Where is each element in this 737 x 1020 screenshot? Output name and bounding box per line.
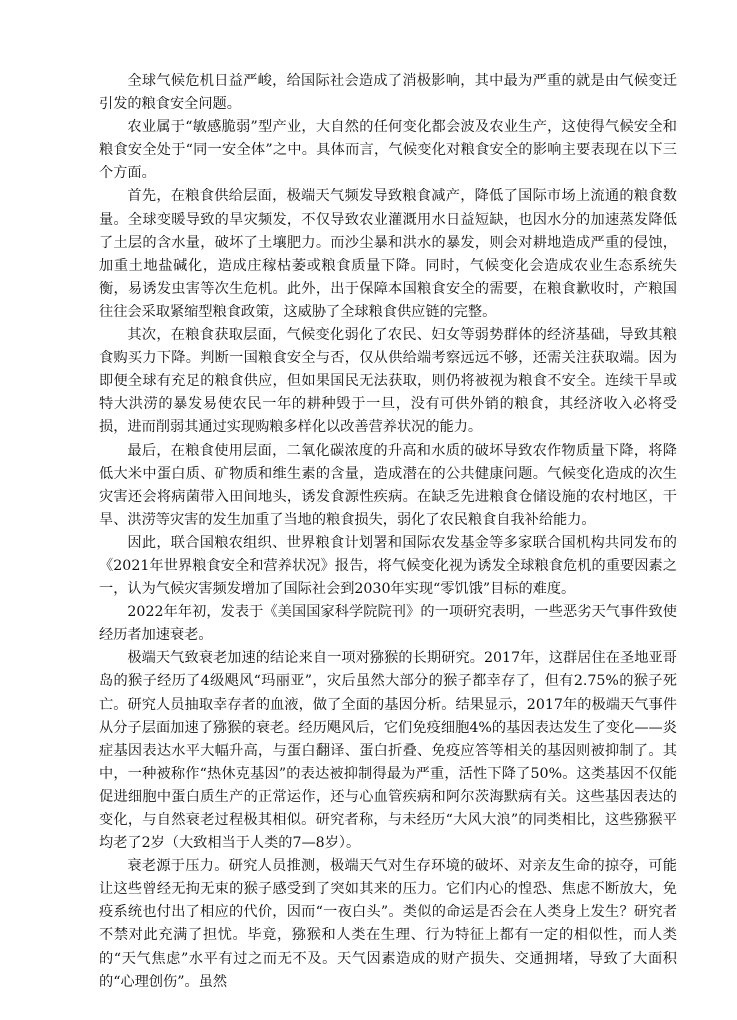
paragraph-4: 其次，在粮食获取层面，气候变化弱化了农民、妇女等弱势群体的经济基础，导致其粮食购买力下降。判断一国粮食安全与否，仅从供给端考察远远不够，还需关注获取端。因为即便全球有充足的粮食供应，但如果国民无法获取，则仍将被视为粮食不安全。连续干旱或特大洪涝的暴发易使农民一年的耕种毁于一旦，没有可供外销的粮食，其经济收入必将受损，进而削弱其通过实现购粮多样化以改善营养状况的能力。 bbox=[99, 327, 677, 436]
paragraph-6: 因此，联合国粮农组织、世界粮食计划署和国际农发基金等多家联合国机构共同发布的《2021年世界粮食安全和营养状况》报告，将气候变化视为诱发全球粮食危机的重要因素之一，认为气候灾害频发增加了国际社会到2030年实现“零饥饿”目标的难度。 bbox=[99, 534, 677, 598]
paragraph-1: 全球气候危机日益严峻，给国际社会造成了消极影响，其中最为严重的就是由气候变迁引发的粮食安全问题。 bbox=[99, 73, 677, 113]
paragraph-2: 农业属于“敏感脆弱”型产业，大自然的任何变化都会波及农业生产，这使得气候安全和粮食安全处于“同一安全体”之中。具体而言，气候变化对粮食安全的影响主要表现在以下三个方面。 bbox=[99, 119, 677, 182]
paragraph-9: 衰老源于压力。研究人员推测，极端天气对生存环境的破坏、对亲友生命的掠夺，可能让这些曾经无拘无束的猴子感受到了突如其来的压力。它们内心的惶恐、焦虑不断放大，免疫系统也付出了相应的代价，因而“一夜白头”。类似的命运是否会在人类身上发生？研究者不禁对此充满了担忧。毕竟，猕猴和人类在生理、行为特征上都有一定的相似性，而人类的“天气焦虑”水平有过之而无不及。天气因素造成的财产损失、交通拥堵，导致了大面积的“心理创伤”。虽然 bbox=[99, 858, 677, 990]
paragraph-3: 首先，在粮食供给层面，极端天气频发导致粮食减产，降低了国际市场上流通的粮食数量。全球变暖导致的旱灾频发，不仅导致农业灌溉用水日益短缺，也因水分的加速蒸发降低了土层的含水量，破坏了土壤肥力。而沙尘暴和洪水的暴发，则会对耕地造成严重的侵蚀，加重土地盐碱化，造成庄稼枯萎或粮食质量下降。同时，气候变化会造成农业生态系统失衡，易诱发虫害等次生危机。此外，出于保障本国粮食安全的需要，在粮食歉收时，产粮国往往会采取紧缩型粮食政策，这威胁了全球粮食供应链的完整。 bbox=[99, 188, 677, 320]
paragraph-8: 极端天气致衰老加速的结论来自一项对猕猴的长期研究。2017年，这群居住在圣地亚哥岛的猴子经历了4级飓风“玛丽亚”，灾后虽然大部分的猴子都幸存了，但有2.75%的猴子死亡。研究人员抽取幸存者的血液，做了全面的基因分析。结果显示，2017年的极端天气事件从分子层面加速了猕猴的衰老。经历飓风后，它们免疫细胞4%的基因表达发生了变化——炎症基因表达水平大幅升高，与蛋白翻译、蛋白折叠、免疫应答等相关的基因则被抑制了。其中，一种被称作“热休克基因”的表达被抑制得最为严重，活性下降了50%。这类基因不仅能促进细胞中蛋白质生产的正常运作，还与心血管疾病和阿尔茨海默病有关。这些基因表达的变化，与自然衰老过程极其相似。研究者称，与未经历“大风大浪”的同类相比，这些猕猴平均老了2岁（大致相当于人类的7—8岁）。 bbox=[99, 650, 677, 852]
paragraph-7: 2022年年初，发表于《美国国家科学院院刊》的一项研究表明，一些恶劣天气事件致使经历者加速衰老。 bbox=[99, 604, 677, 644]
paragraph-5: 最后，在粮食使用层面，二氧化碳浓度的升高和水质的破坏导致农作物质量下降，将降低大米中蛋白质、矿物质和维生素的含量，造成潜在的公共健康问题。气候变化造成的次生灾害还会将病菌带入田间地头，诱发食源性疾病。在缺乏先进粮食仓储设施的农村地区，干旱、洪涝等灾害的发生加重了当地的粮食损失，弱化了农民粮食自我补给能力。 bbox=[99, 442, 677, 528]
